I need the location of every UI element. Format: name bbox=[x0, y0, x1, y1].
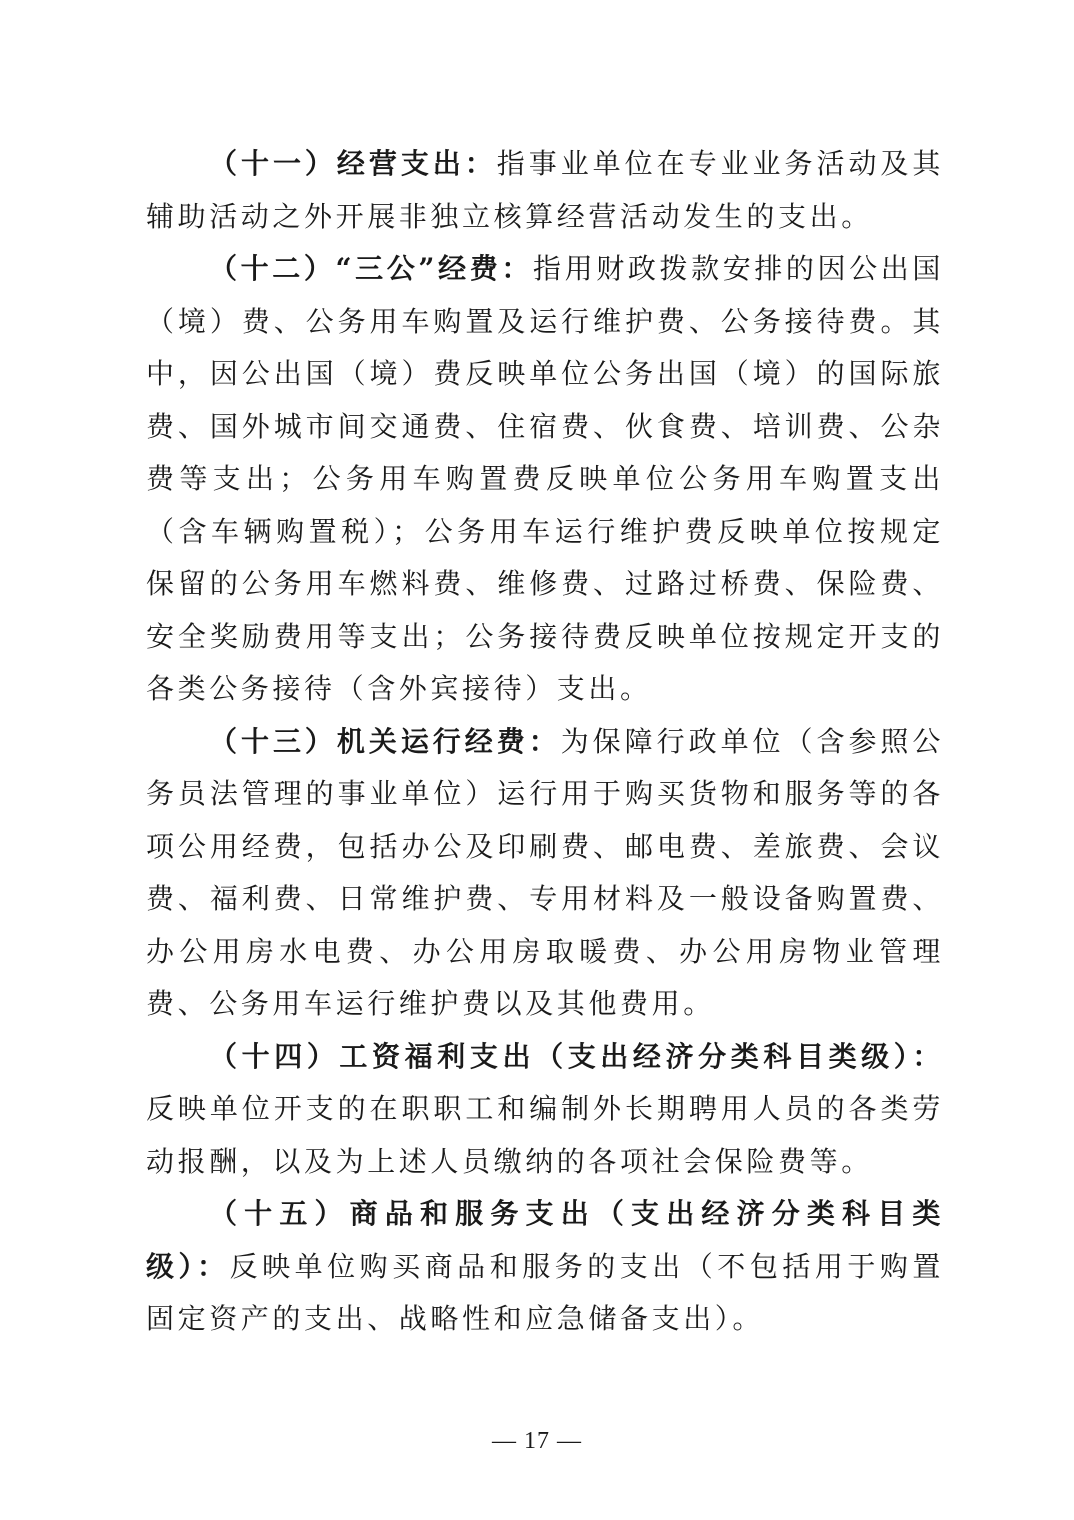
body-text bbox=[146, 138, 944, 1346]
paragraph-agency-operating-funds bbox=[146, 716, 944, 1031]
paragraph-wage-welfare-expenditure bbox=[146, 1031, 944, 1189]
paragraph-heading: （十三）机关运行经费： bbox=[209, 724, 561, 758]
paragraph-heading: （十四）工资福利支出（支出经济分类科目类级）： bbox=[209, 1039, 944, 1073]
paragraph-text: 反映单位购买商品和服务的支出（不包括用于购置固定资产的支出、战略性和应急储备支出）。 bbox=[146, 1249, 945, 1335]
paragraph-text: 为保障行政单位（含参照公务员法管理的事业单位）运行用于购买货物和服务等的各项公用经费，包括办公及印刷费、邮电费、差旅费、会议费、福利费、日常维护费、专用材料及一般设备购置费、办公用房水电费、办公用房取暖费、办公用房物业管理费、公务用车运行维护费以及其他费用。 bbox=[146, 724, 944, 1020]
page-number: — 17 — bbox=[492, 1428, 582, 1454]
paragraph-operating-expenditure bbox=[146, 138, 944, 243]
paragraph-text: 指用财政拨款安排的因公出国（境）费、公务用车购置及运行维护费、公务接待费。其中，因公出国（境）费反映单位公务出国（境）的国际旅费、国外城市间交通费、住宿费、伙食费、培训费、公杂费等支出；公务用车购置费反映单位公务用车购置支出（含车辆购置税）；公务用车运行维护费反映单位按规定保留的公务用车燃料费、维修费、过路过桥费、保险费、安全奖励费用等支出；公务接待费反映单位按规定开支的各类公务接待（含外宾接待）支出。 bbox=[146, 252, 944, 705]
paragraph-three-public-expenses bbox=[146, 243, 944, 716]
paragraph-heading: （十一）经营支出： bbox=[209, 147, 497, 180]
paragraph-goods-services-expenditure bbox=[146, 1188, 944, 1346]
paragraph-heading: （十二）“三公”经费： bbox=[209, 252, 533, 285]
paragraph-text: 反映单位开支的在职职工和编制外长期聘用人员的各类劳动报酬，以及为上述人员缴纳的各项社会保险费等。 bbox=[146, 1092, 944, 1178]
paragraph-text: 指事业单位在专业业务活动及其辅助活动之外开展非独立核算经营活动发生的支出。 bbox=[146, 147, 945, 233]
paragraph-heading: （十五）商品和服务支出（支出经济分类科目类级）： bbox=[146, 1197, 944, 1283]
